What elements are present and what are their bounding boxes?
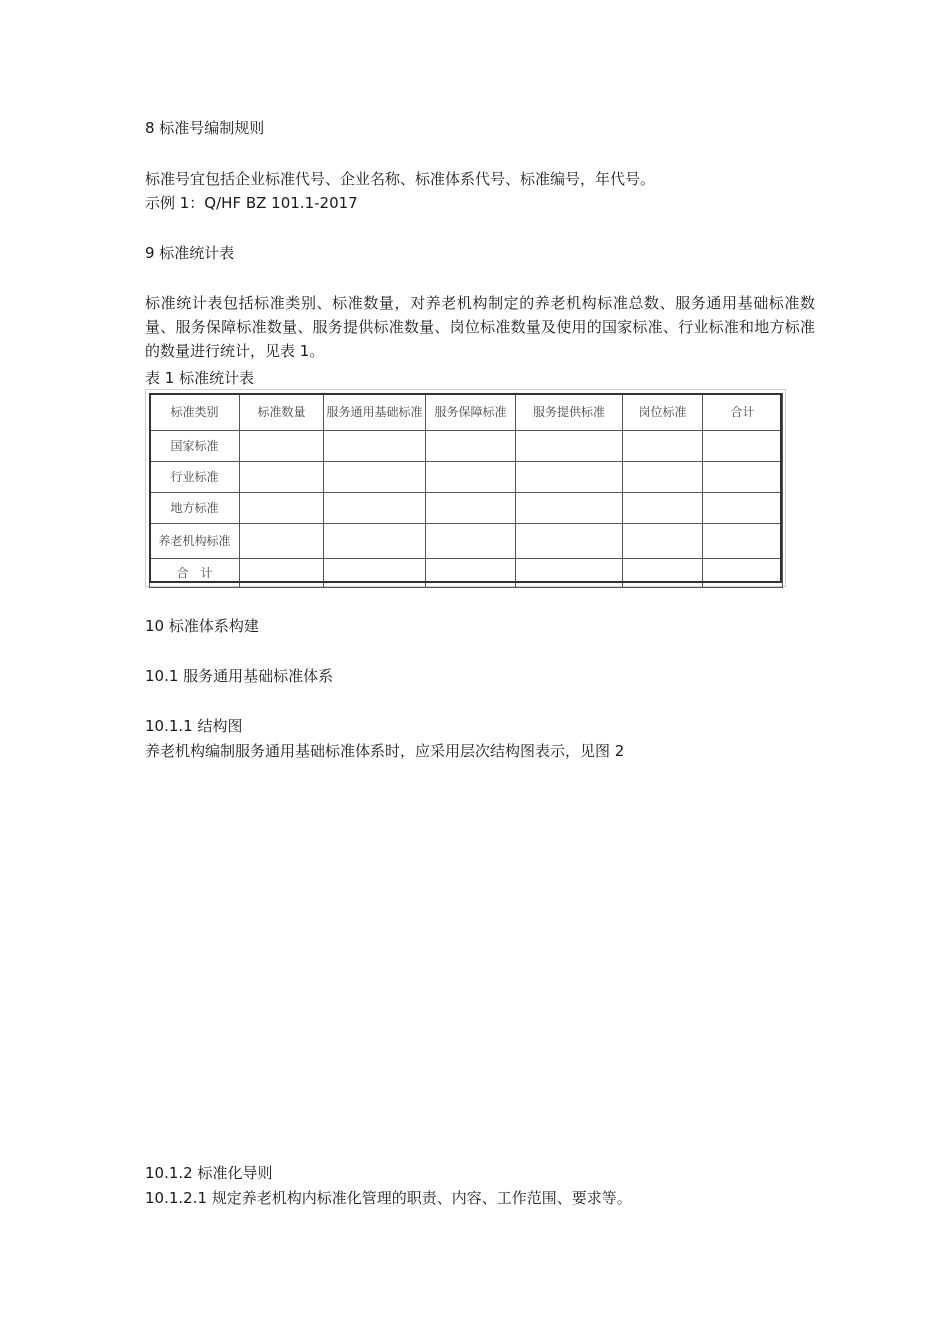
table-cell bbox=[240, 431, 324, 462]
table-cell bbox=[324, 462, 426, 493]
table-cell bbox=[703, 524, 783, 559]
table-header-cell: 标准类别 bbox=[150, 394, 240, 431]
section-8-text: 标准号宜包括企业标准代号、企业名称、标准体系代号、标准编号，年代号。 bbox=[145, 170, 656, 188]
section-8-example: 示例 1：Q/HF BZ 101.1-2017 bbox=[145, 194, 358, 212]
table-cell bbox=[623, 493, 703, 524]
table-cell bbox=[623, 462, 703, 493]
section-10-heading: 10 标准体系构建 bbox=[145, 617, 259, 635]
table-cell bbox=[703, 493, 783, 524]
table-cell bbox=[426, 431, 516, 462]
table-cell bbox=[623, 524, 703, 559]
table-cell bbox=[426, 462, 516, 493]
table-header-cell: 服务通用基础标准 bbox=[324, 394, 426, 431]
table-row-label: 行业标准 bbox=[150, 462, 240, 493]
section-10-1-1-heading: 10.1.1 结构图 bbox=[145, 717, 243, 735]
table-cell bbox=[240, 493, 324, 524]
section-10-1-2-heading: 10.1.2 标准化导则 bbox=[145, 1164, 273, 1182]
table-cell bbox=[516, 559, 623, 588]
table-cell bbox=[623, 431, 703, 462]
table-cell bbox=[426, 493, 516, 524]
section-8-heading: 8 标准号编制规则 bbox=[145, 119, 265, 137]
table-cell bbox=[324, 524, 426, 559]
table-cell bbox=[324, 431, 426, 462]
table-row-label: 国家标准 bbox=[150, 431, 240, 462]
table-row bbox=[150, 524, 783, 559]
table-header-cell: 岗位标准 bbox=[623, 394, 703, 431]
table-total-row bbox=[150, 559, 783, 588]
table-cell bbox=[240, 462, 324, 493]
table-header-row bbox=[150, 394, 783, 431]
table-cell bbox=[703, 431, 783, 462]
table-cell bbox=[240, 524, 324, 559]
table-cell bbox=[426, 559, 516, 588]
table-cell bbox=[324, 559, 426, 588]
table-cell bbox=[623, 559, 703, 588]
table-cell bbox=[516, 524, 623, 559]
table-row-label: 合 计 bbox=[150, 559, 240, 588]
table-cell bbox=[703, 462, 783, 493]
table-header-cell: 服务保障标准 bbox=[426, 394, 516, 431]
table-row-label: 养老机构标准 bbox=[150, 524, 240, 559]
table-row bbox=[150, 431, 783, 462]
table-row bbox=[150, 493, 783, 524]
table-caption: 表 1 标准统计表 bbox=[145, 369, 255, 387]
table-cell bbox=[426, 524, 516, 559]
section-9-heading: 9 标准统计表 bbox=[145, 244, 235, 262]
table-cell bbox=[240, 559, 324, 588]
table-cell bbox=[516, 462, 623, 493]
section-9-text: 标准统计表包括标准类别、标准数量，对养老机构制定的养老机构标准总数、服务通用基础标准数量、服务保障标准数量、服务提供标准数量、岗位标准数量及使用的国家标准、行业标准和地方标准的数量进行统计，见表 1。 bbox=[145, 294, 815, 360]
table-cell bbox=[324, 493, 426, 524]
standards-statistics-table-figure bbox=[145, 389, 786, 587]
table-header-cell: 标准数量 bbox=[240, 394, 324, 431]
table-row-label: 地方标准 bbox=[150, 493, 240, 524]
section-10-1-heading: 10.1 服务通用基础标准体系 bbox=[145, 667, 334, 685]
section-10-1-2-1-text: 10.1.2.1 规定养老机构内标准化管理的职责、内容、工作范围、要求等。 bbox=[145, 1189, 632, 1207]
table-cell bbox=[516, 431, 623, 462]
table-row bbox=[150, 462, 783, 493]
table-cell bbox=[516, 493, 623, 524]
standards-statistics-table bbox=[149, 393, 783, 588]
table-header-cell: 服务提供标准 bbox=[516, 394, 623, 431]
table-cell bbox=[703, 559, 783, 588]
section-10-1-1-text: 养老机构编制服务通用基础标准体系时，应采用层次结构图表示，见图 2 bbox=[145, 742, 625, 760]
table-header-cell: 合计 bbox=[703, 394, 783, 431]
